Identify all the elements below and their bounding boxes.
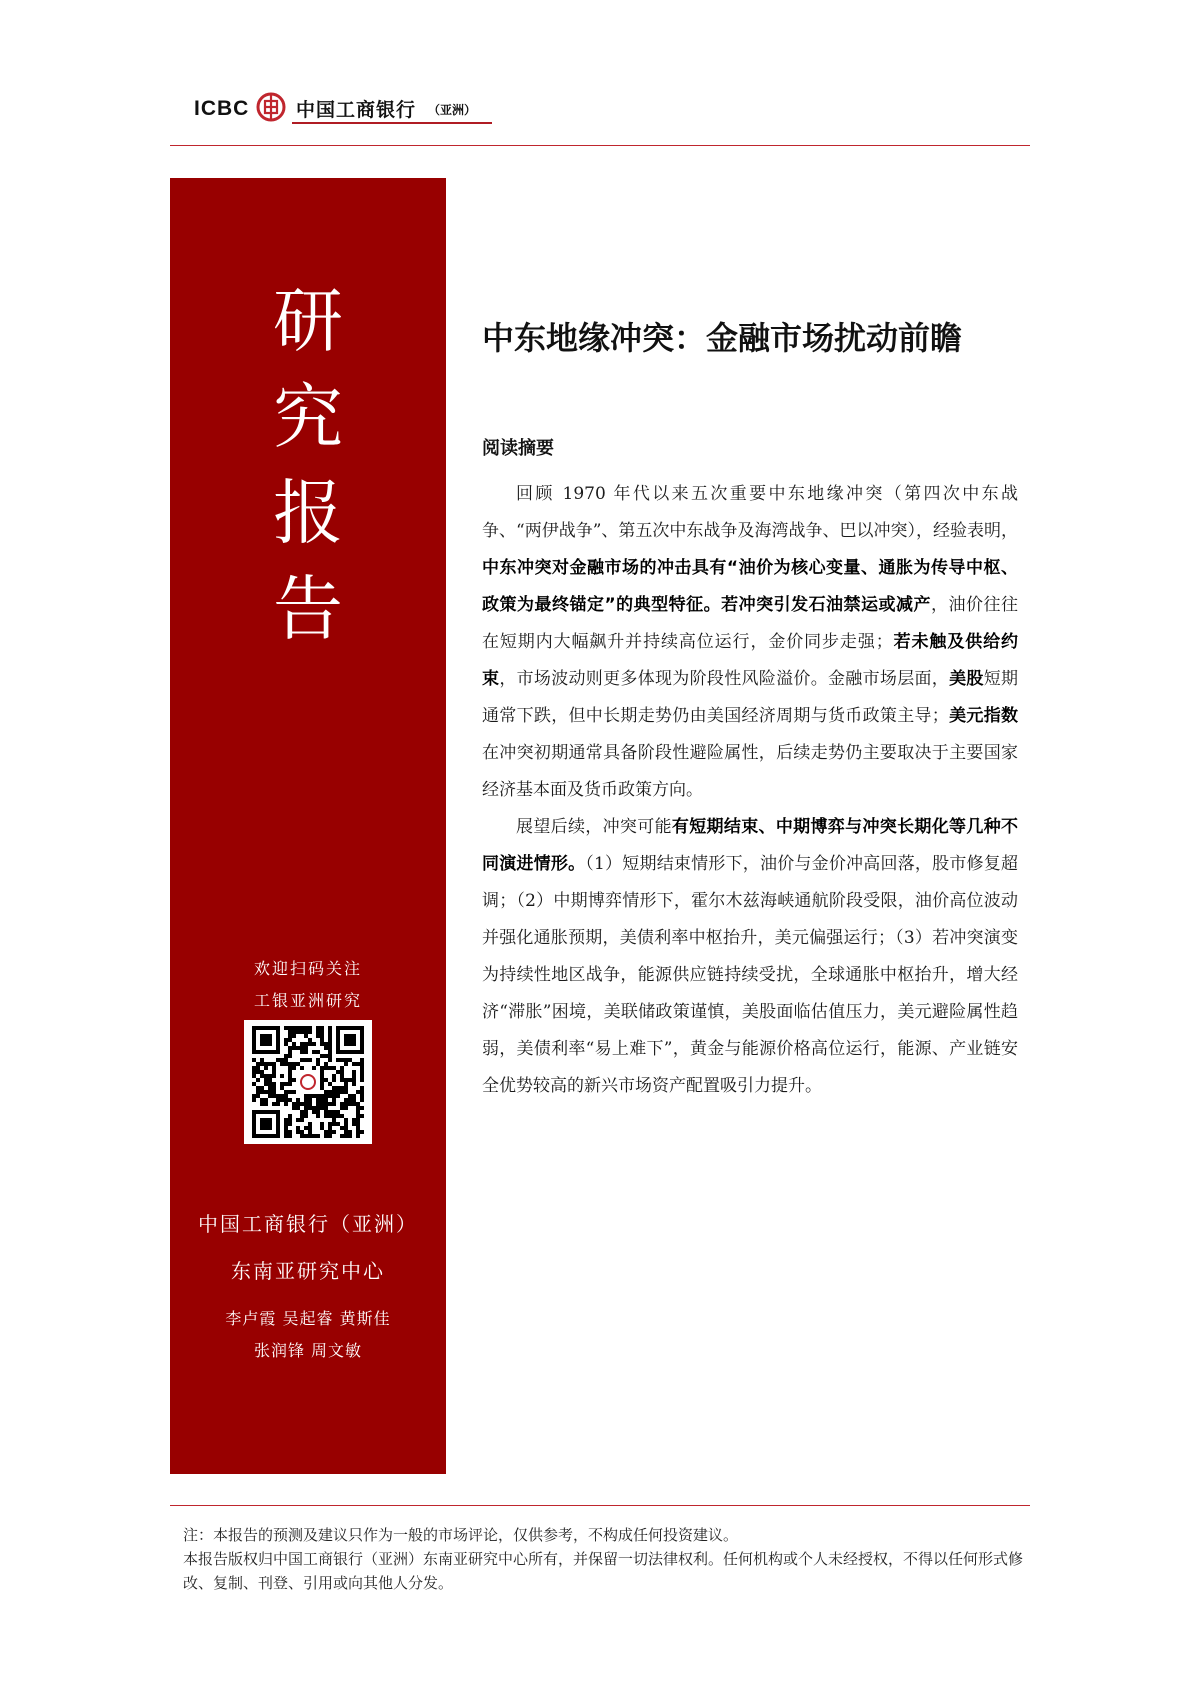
report-type-char: 究 xyxy=(273,376,343,458)
disclaimer-line1: 注：本报告的预测及建议只作为一般的市场评论，仅供参考，不构成任何投资建议。 xyxy=(183,1526,739,1544)
brand-underline xyxy=(292,122,492,124)
brand-logo-text: ICBC xyxy=(194,97,250,120)
disclaimer-line2: 本报告版权归中国工商银行（亚洲）东南亚研究中心所有，并保留一切法律权利。任何机构或个人未经授权，不得以任何形式修改、复制、刊登、引用或向其他人分发。 xyxy=(183,1550,1024,1592)
qr-code-icon xyxy=(244,1020,372,1144)
summary-heading: 阅读摘要 xyxy=(482,438,554,459)
summary-paragraph-1: 回顾 1970 年代以来五次重要中东地缘冲突（第四次中东战争、“两伊战争”、第五次中东战争及海湾战争、巴以冲突），经验表明，中东冲突对金融市场的冲击具有“油价为核心变量、通胀为传导中枢、政策为最终锚定”的典型特征。若冲突引发石油禁运或减产，油价往往在短期内大幅飙升并持续高位运行，金价同步走强；若未触及供给约束，市场波动则更多体现为阶段性风险溢价。金融市场层面，美股短期通常下跌，但中长期走势仍由美国经济周期与货币政策主导；美元指数在冲突初期通常具备阶段性避险属性，后续走势仍主要取决于主要国家经济基本面及货币政策方向。 xyxy=(482,484,1019,800)
org-name: 中国工商银行（亚洲） xyxy=(198,1212,418,1236)
dept-name: 东南亚研究中心 xyxy=(231,1259,385,1283)
brand-name-cn: 中国工商银行 xyxy=(296,99,417,121)
authors-line2: 张润锋 周文敏 xyxy=(253,1341,363,1360)
brand-region: （亚洲） xyxy=(428,103,477,117)
report-title: 中东地缘冲突：金融市场扰动前瞻 xyxy=(482,319,963,357)
authors-line1: 李卢霞 吴起睿 黄斯佳 xyxy=(225,1309,391,1328)
icbc-seal-logo-icon xyxy=(256,92,286,122)
report-type-title xyxy=(170,273,446,657)
footer-divider xyxy=(170,1505,1030,1506)
summary-body xyxy=(482,476,1018,1105)
report-type-char: 研 xyxy=(273,280,343,362)
scan-prompt-line2: 工银亚洲研究 xyxy=(253,991,362,1010)
page-header xyxy=(170,92,1030,152)
qr-code[interactable] xyxy=(244,1020,372,1144)
disclaimer xyxy=(183,1523,1023,1595)
report-type-char: 报 xyxy=(273,472,343,554)
scan-prompt-line1: 欢迎扫码关注 xyxy=(253,959,362,978)
header-divider xyxy=(170,145,1030,146)
report-type-char: 告 xyxy=(273,568,343,650)
summary-paragraph-2: 展望后续，冲突可能有短期结束、中期博弈与冲突长期化等几种不同演进情形。（1）短期结束情形下，油价与金价冲高回落，股市修复超调；（2）中期博弈情形下，霍尔木兹海峡通航阶段受限，油价高位波动并强化通胀预期，美债利率中枢抬升，美元偏强运行；（3）若冲突演变为持续性地区战争，能源供应链持续受扰，全球通胀中枢抬升，增大经济“滞胀”困境，美联储政策谨慎，美股面临估值压力，美元避险属性趋弱，美债利率“易上难下”，黄金与能源价格高位运行，能源、产业链安全优势较高的新兴市场资产配置吸引力提升。 xyxy=(482,817,1019,1096)
report-sidebar xyxy=(170,178,446,1474)
